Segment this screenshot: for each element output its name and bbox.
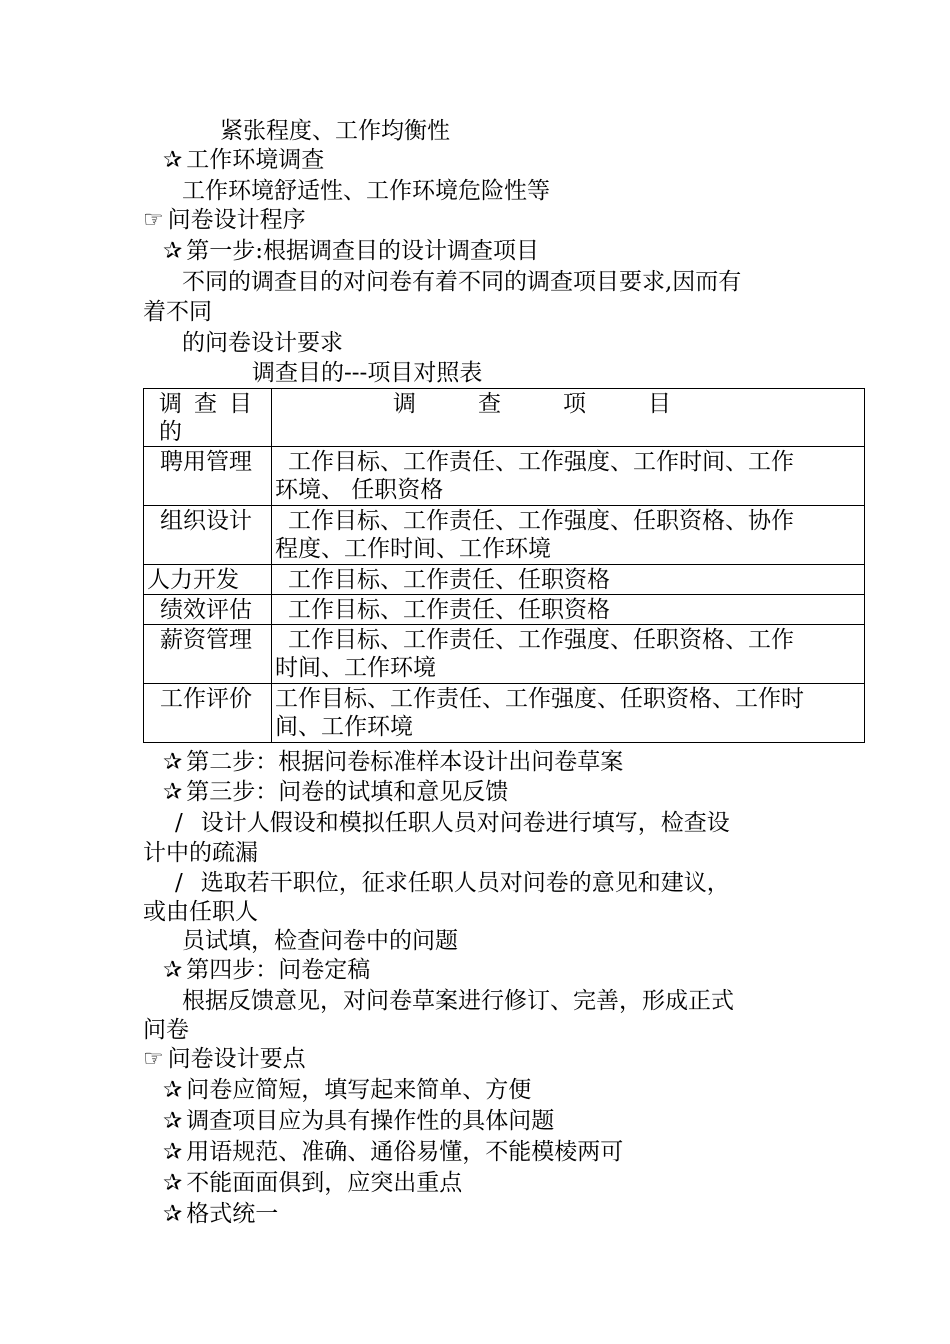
items-cell: 工作目标、工作责任、工作强度、任职资格、协作 程度、工作时间、工作环境: [272, 506, 865, 565]
items-cell: 工作目标、工作责任、任职资格: [272, 595, 865, 625]
items-cell: 工作目标、工作责任、工作强度、任职资格、工作 时间、工作环境: [272, 625, 865, 684]
star-icon: ✰: [163, 1108, 183, 1134]
purpose-cell: 薪资管理: [144, 625, 272, 684]
text-line: 计中的疏漏: [143, 840, 258, 866]
table-row: [144, 506, 865, 565]
star-icon: ✰: [163, 1201, 183, 1227]
star-icon: ✰: [163, 147, 183, 173]
text-line: 着不同: [143, 299, 212, 325]
table-row: [144, 684, 865, 743]
bullet-line: / 设计人假设和模拟任职人员对问卷进行填写，检查设: [175, 810, 730, 836]
purpose-cell: 人力开发: [144, 565, 272, 595]
bullet-line: ✰ 不能面面俱到，应突出重点: [163, 1170, 463, 1196]
purpose-cell: 聘用管理: [144, 447, 272, 506]
purpose-items-table: [143, 388, 865, 743]
text-line: 紧张程度、工作均衡性: [220, 118, 450, 144]
bullet-line: ✰ 格式统一: [163, 1201, 279, 1227]
bullet-line: ✰ 第二步：根据问卷标准样本设计出问卷草案: [163, 749, 624, 775]
star-icon: ✰: [163, 1170, 183, 1196]
bullet-line: ✰ 工作环境调查: [163, 147, 325, 173]
text-line: 工作环境舒适性、工作环境危险性等: [182, 178, 550, 204]
star-icon: ✰: [163, 957, 183, 983]
text-line: 问卷: [143, 1017, 189, 1043]
purpose-cell: 绩效评估: [144, 595, 272, 625]
table-row: [144, 595, 865, 625]
star-icon: ✰: [163, 1077, 183, 1103]
header-cell-purpose: 调查目的: [144, 389, 272, 447]
bullet-line: ✰ 调查项目应为具有操作性的具体问题: [163, 1108, 555, 1134]
text-line: 员试填，检查问卷中的问题: [182, 928, 458, 954]
pointing-hand-icon: ☞: [143, 207, 164, 233]
table-row: [144, 565, 865, 595]
bullet-line: / 选取若干职位，征求任职人员对问卷的意见和建议，: [175, 870, 730, 896]
star-icon: ✰: [163, 1139, 183, 1165]
text-line: 根据反馈意见，对问卷草案进行修订、完善，形成正式: [182, 988, 734, 1014]
items-cell: 工作目标、工作责任、工作强度、任职资格、工作时 间、工作环境: [272, 684, 865, 743]
items-cell: 工作目标、工作责任、任职资格: [272, 565, 865, 595]
table-header-row: [144, 389, 865, 447]
bullet-line: ✰ 问卷应简短，填写起来简单、方便: [163, 1077, 532, 1103]
slash-icon: /: [175, 810, 183, 836]
bullet-line: ✰ 用语规范、准确、通俗易懂，不能模棱两可: [163, 1139, 624, 1165]
star-icon: ✰: [163, 238, 183, 264]
text-line: 不同的调查目的对问卷有着不同的调查项目要求,因而有: [182, 269, 742, 295]
table-caption: 调查目的---项目对照表: [252, 360, 483, 386]
bullet-line: ✰ 第三步：问卷的试填和意见反馈: [163, 779, 509, 805]
header-cell-items: 调查项目: [272, 389, 865, 447]
text-line: 或由任职人: [143, 899, 258, 925]
table-row: [144, 447, 865, 506]
bullet-line: ✰ 第一步:根据调查目的设计调查项目: [163, 238, 540, 264]
star-icon: ✰: [163, 779, 183, 805]
section-heading: ☞ 问卷设计程序: [143, 207, 306, 233]
items-cell: 工作目标、工作责任、工作强度、工作时间、工作 环境、 任职资格: [272, 447, 865, 506]
bullet-line: ✰ 第四步：问卷定稿: [163, 957, 371, 983]
section-heading: ☞ 问卷设计要点: [143, 1046, 306, 1072]
pointing-hand-icon: ☞: [143, 1046, 164, 1072]
purpose-cell: 工作评价: [144, 684, 272, 743]
star-icon: ✰: [163, 749, 183, 775]
table-row: [144, 625, 865, 684]
purpose-cell: 组织设计: [144, 506, 272, 565]
text-line: 的问卷设计要求: [182, 330, 343, 356]
slash-icon: /: [175, 870, 183, 896]
